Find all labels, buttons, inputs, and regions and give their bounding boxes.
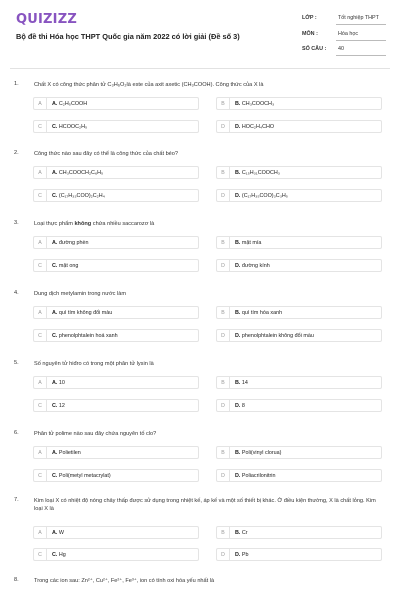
option-prefix: C. (52, 552, 58, 558)
option-letter-badge: D (217, 549, 230, 561)
page-title: Bộ đề thi Hóa học THPT Quốc gia năm 2022 có lời giải (Đề số 3) (16, 32, 240, 41)
option-text: 8 (241, 403, 245, 409)
option-prefix: A. (52, 240, 58, 246)
option-text: mật mía (241, 240, 262, 246)
question-text: Số nguyên tử hiđro có trong một phân tử lysin là (34, 361, 154, 367)
option-d[interactable] (216, 189, 382, 202)
option-d[interactable] (216, 548, 382, 561)
option-letter-badge: D (217, 330, 230, 342)
option-text: đường phèn (58, 240, 89, 246)
option-text: Poliacrilonitrin (241, 473, 276, 479)
option-text: Polietilen (58, 450, 81, 456)
option-b[interactable] (216, 166, 382, 179)
option-text: phenolphtalein hoá xanh (58, 333, 118, 339)
option-letter-badge: D (217, 400, 230, 412)
option-letter-badge: C (34, 260, 47, 272)
option-text: quì tím không đổi màu (58, 310, 113, 316)
question-number: 7. (14, 497, 19, 503)
option-prefix: C. (52, 333, 58, 339)
option-a[interactable] (33, 376, 199, 389)
option-letter-badge: A (34, 237, 47, 249)
meta-count-value: 40 (338, 46, 344, 52)
option-prefix: A. (52, 450, 58, 456)
option-letter-badge: D (217, 121, 230, 133)
option-text: HCOOC₂H₅ (58, 124, 88, 130)
option-a[interactable] (33, 166, 199, 179)
meta-underline (336, 55, 386, 56)
option-prefix: D. (235, 193, 241, 199)
option-prefix: D. (235, 263, 241, 269)
option-prefix: B. (235, 240, 241, 246)
meta-class-value: Tốt nghiệp THPT (338, 15, 379, 21)
option-letter-badge: C (34, 549, 47, 561)
option-text: Poli(metyl metacrylat) (58, 473, 111, 479)
option-text: Hg (58, 552, 66, 558)
option-text: mật ong (58, 263, 79, 269)
option-d[interactable] (216, 120, 382, 133)
option-b[interactable] (216, 236, 382, 249)
option-text: HOC₂H₄CHO (241, 124, 275, 130)
option-letter-badge: C (34, 400, 47, 412)
question-text: Công thức nào sau đây có thể là công thức của chất béo? (34, 151, 179, 157)
option-c[interactable] (33, 189, 199, 202)
option-prefix: D. (235, 403, 241, 409)
option-letter-badge: B (217, 447, 230, 459)
option-prefix: B. (235, 530, 241, 536)
option-c[interactable] (33, 548, 199, 561)
option-letter-badge: A (34, 527, 47, 539)
option-text: đường kính (241, 263, 270, 269)
option-prefix: D. (235, 552, 241, 558)
option-letter-badge: B (217, 98, 230, 110)
question-text: Trong các ion sau: Zn²⁺, Cu²⁺, Fe²⁺, Fe³⁺, ion có tính oxi hóa yếu nhất là (34, 578, 215, 584)
option-letter-badge: D (217, 260, 230, 272)
option-prefix: C. (52, 263, 58, 269)
option-b[interactable] (216, 526, 382, 539)
question-text: Dung dịch metylamin trong nước làm (34, 291, 126, 297)
option-text: CH₃COOCH₃ (241, 101, 275, 107)
option-c[interactable] (33, 469, 199, 482)
option-a[interactable] (33, 306, 199, 319)
option-text: Poli(vinyl clorua) (241, 450, 282, 456)
option-text: C₂H₅COOH (58, 101, 88, 107)
option-prefix: B. (235, 380, 241, 386)
option-text: W (58, 530, 64, 536)
worksheet-header (0, 0, 400, 66)
option-letter-badge: A (34, 447, 47, 459)
meta-class-label: LỚP : (302, 15, 317, 21)
option-c[interactable] (33, 120, 199, 133)
question-text: Chất X có công thức phân tử C₃H₆O₂là este của axit axetic (CH₃COOH). Công thức của X là (34, 82, 264, 88)
option-text: 10 (58, 380, 65, 386)
option-prefix: A. (52, 101, 58, 107)
option-prefix: C. (52, 124, 58, 130)
option-a[interactable] (33, 97, 199, 110)
question-number: 3. (14, 220, 19, 226)
question-number: 5. (14, 360, 19, 366)
option-text: (C₁₇H₃₃COO)₂C₂H₄ (58, 193, 105, 199)
option-text: 12 (58, 403, 65, 409)
option-text: 14 (241, 380, 248, 386)
option-letter-badge: A (34, 307, 47, 319)
option-c[interactable] (33, 259, 199, 272)
meta-underline (336, 40, 386, 41)
option-prefix: B. (235, 310, 241, 316)
option-text: quì tím hóa xanh (241, 310, 283, 316)
option-d[interactable] (216, 469, 382, 482)
quizizz-logo: QUIZIZZ (16, 12, 77, 27)
option-prefix: D. (235, 473, 241, 479)
option-text: phenolphtalein không đổi màu (241, 333, 314, 339)
question-number: 2. (14, 150, 19, 156)
option-b[interactable] (216, 97, 382, 110)
option-letter-badge: B (217, 527, 230, 539)
option-c[interactable] (33, 329, 199, 342)
option-letter-badge: C (34, 121, 47, 133)
option-d[interactable] (216, 399, 382, 412)
option-letter-badge: D (217, 470, 230, 482)
option-prefix: B. (235, 101, 241, 107)
option-letter-badge: C (34, 330, 47, 342)
option-prefix: A. (52, 380, 58, 386)
option-b[interactable] (216, 376, 382, 389)
option-letter-badge: B (217, 307, 230, 319)
meta-subject-value: Hóa học (338, 31, 359, 37)
option-d[interactable] (216, 329, 382, 342)
option-prefix: A. (52, 310, 58, 316)
option-d[interactable] (216, 259, 382, 272)
meta-subject-label: MÔN : (302, 31, 318, 37)
question-text: Phân tử polime nào sau đây chứa nguyên tố clo? (34, 431, 157, 437)
option-prefix: B. (235, 450, 241, 456)
option-text: (C₁₇H₃₅COO)₃C₃H₅ (241, 193, 288, 199)
meta-count-label: SỐ CÂU : (302, 46, 327, 52)
option-letter-badge: B (217, 377, 230, 389)
option-b[interactable] (216, 306, 382, 319)
option-text: C₁₅H₃₁COOCH₃ (241, 170, 280, 176)
option-text: CH₃COOCH₂C₆H₅ (58, 170, 104, 176)
option-prefix: A. (52, 530, 58, 536)
option-prefix: D. (235, 124, 241, 130)
option-a[interactable] (33, 446, 199, 459)
option-b[interactable] (216, 446, 382, 459)
option-prefix: C. (52, 473, 58, 479)
question-text: Loại thực phẩm không chứa nhiều saccarozơ là (34, 221, 155, 227)
question-number: 4. (14, 290, 19, 296)
option-c[interactable] (33, 399, 199, 412)
option-prefix: B. (235, 170, 241, 176)
option-text: Cr (241, 530, 248, 536)
option-letter-badge: A (34, 377, 47, 389)
option-prefix: A. (52, 170, 58, 176)
option-letter-badge: B (217, 237, 230, 249)
question-number: 1. (14, 81, 19, 87)
option-letter-badge: A (34, 98, 47, 110)
option-prefix: C. (52, 193, 58, 199)
option-a[interactable] (33, 236, 199, 249)
question-text: Kim loại X có nhiệt độ nóng chảy thấp được sử dụng trong nhiệt kế, áp kế và một số thiết bị khác. Ở điều kiện thường, X là chất lỏng. Kim loại X là (34, 498, 376, 512)
option-a[interactable] (33, 526, 199, 539)
option-prefix: C. (52, 403, 58, 409)
option-letter-badge: D (217, 190, 230, 202)
question-number: 6. (14, 430, 19, 436)
option-prefix: D. (235, 333, 241, 339)
option-text: Pb (241, 552, 249, 558)
option-letter-badge: A (34, 167, 47, 179)
emphasis-text: không (74, 221, 92, 227)
option-letter-badge: B (217, 167, 230, 179)
option-letter-badge: C (34, 470, 47, 482)
header-divider (10, 68, 390, 69)
option-letter-badge: C (34, 190, 47, 202)
question-number: 8. (14, 577, 19, 583)
meta-underline (336, 24, 386, 25)
